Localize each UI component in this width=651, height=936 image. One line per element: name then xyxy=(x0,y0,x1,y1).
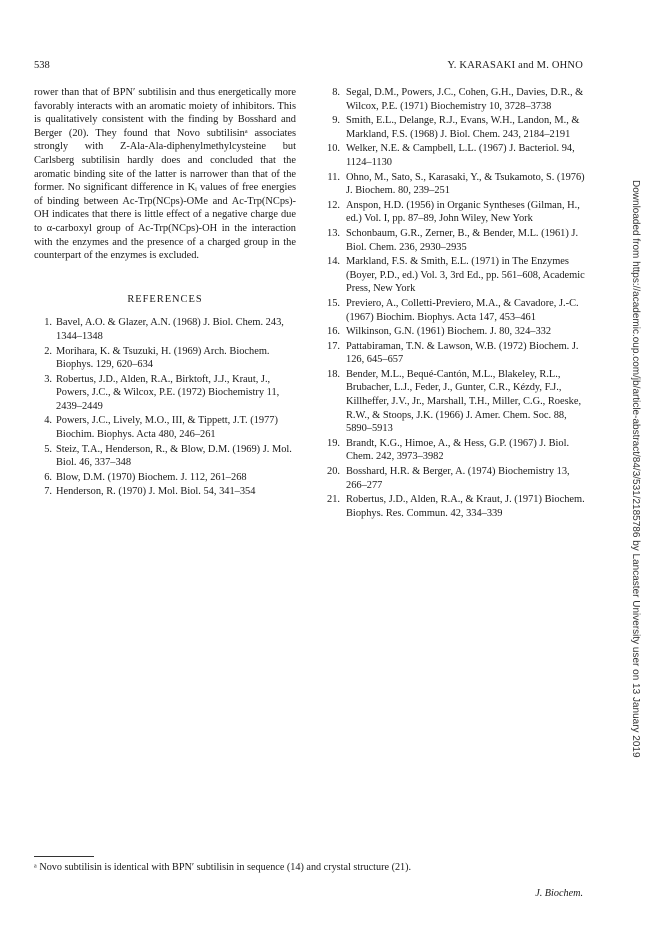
references-list-left xyxy=(34,316,296,499)
reference-item xyxy=(320,493,592,520)
reference-item xyxy=(320,465,592,492)
reference-item xyxy=(320,86,592,113)
reference-number: 19. xyxy=(327,437,340,449)
reference-text: Smith, E.L., Delange, R.J., Evans, W.H., Landon, M., & Markland, F.S. (1968) J. Biol. Chem. 243, 2184–2191 xyxy=(346,115,580,140)
footnote-rule xyxy=(34,856,94,857)
reference-number: 12. xyxy=(327,199,340,211)
reference-text: Segal, D.M., Powers, J.C., Cohen, G.H., Davies, D.R., & Wilcox, P.E. (1971) Biochemistry 10, 3728–3738 xyxy=(346,87,584,112)
reference-text: Markland, F.S. & Smith, E.L. (1971) in The Enzymes (Boyer, P.D., ed.) Vol. 3, 3rd Ed., pp. 561–608, Academic Press, New York xyxy=(346,256,585,295)
reference-number: 18. xyxy=(327,368,340,380)
left-column xyxy=(34,86,296,500)
reference-text: Anspon, H.D. (1956) in Organic Syntheses (Gilman, H., ed.) Vol. I, pp. 87–89, John Wiley, New York xyxy=(346,199,580,225)
right-column xyxy=(320,86,592,521)
reference-number: 5. xyxy=(44,443,52,455)
reference-item xyxy=(34,345,296,372)
reference-number: 4. xyxy=(44,415,52,427)
journal-footer: J. Biochem. xyxy=(535,888,583,899)
reference-item xyxy=(320,297,592,324)
reference-number: 11. xyxy=(327,171,340,183)
running-head: Y. KARASAKI and M. OHNO xyxy=(447,60,583,71)
reference-text: Blow, D.M. (1970) Biochem. J. 112, 261–268 xyxy=(56,471,247,483)
reference-text: Schonbaum, G.R., Zerner, B., & Bender, M.L. (1961) J. Biol. Chem. 236, 2930–2935 xyxy=(346,227,579,253)
reference-number: 20. xyxy=(327,466,340,478)
reference-number: 13. xyxy=(327,227,340,239)
reference-text: Morihara, K. & Tsuzuki, H. (1969) Arch. Biochem. Biophys. 129, 620–634 xyxy=(56,345,270,371)
reference-number: 21. xyxy=(327,494,340,506)
reference-item xyxy=(320,199,592,226)
reference-item xyxy=(320,325,592,339)
reference-item xyxy=(320,340,592,367)
reference-item xyxy=(320,368,592,436)
references-list-right xyxy=(320,86,592,520)
reference-text: Bavel, A.O. & Glazer, A.N. (1968) J. Biol. Chem. 243, 1344–1348 xyxy=(56,317,284,342)
reference-number: 7. xyxy=(44,486,52,498)
reference-number: 15. xyxy=(327,297,340,309)
reference-text: Robertus, J.D., Alden, R.A., Birktoft, J.J., Kraut, J., Powers, J.C., & Wilcox, P.E. (1972) Biochemistry 11, 2439–2449 xyxy=(56,373,280,412)
reference-item xyxy=(34,471,296,485)
references-heading: REFERENCES xyxy=(127,293,203,305)
reference-number: 14. xyxy=(327,256,340,268)
reference-item xyxy=(34,443,296,470)
reference-item xyxy=(34,414,296,441)
reference-text: Brandt, K.G., Himoe, A., & Hess, G.P. (1967) J. Biol. Chem. 242, 3973–3982 xyxy=(346,437,570,463)
reference-number: 8. xyxy=(332,87,340,98)
reference-item xyxy=(320,255,592,296)
reference-text: Ohno, M., Sato, S., Karasaki, Y., & Tsukamoto, S. (1976) J. Biochem. 80, 239–251 xyxy=(346,171,585,197)
reference-text: Pattabiraman, T.N. & Lawson, W.B. (1972) Biochem. J. 126, 645–657 xyxy=(346,340,579,366)
reference-text: Bosshard, H.R. & Berger, A. (1974) Biochemistry 13, 266–277 xyxy=(346,466,570,491)
reference-text: Steiz, T.A., Henderson, R., & Blow, D.M. (1969) J. Mol. Biol. 46, 337–348 xyxy=(56,443,292,469)
reference-text: Previero, A., Colletti-Previero, M.A., & Cavadore, J.-C. (1967) Biochim. Biophys. Acta 147, 453–461 xyxy=(346,297,579,323)
reference-number: 9. xyxy=(332,115,340,127)
reference-text: Wilkinson, G.N. (1961) Biochem. J. 80, 324–332 xyxy=(346,326,552,338)
reference-number: 2. xyxy=(44,345,52,357)
reference-item xyxy=(320,114,592,141)
page-number: 538 xyxy=(34,60,50,71)
reference-item xyxy=(34,316,296,343)
reference-item xyxy=(320,142,592,169)
reference-number: 16. xyxy=(327,326,340,338)
reference-number: 10. xyxy=(327,143,340,155)
reference-item xyxy=(320,437,592,464)
reference-item xyxy=(320,227,592,254)
download-side-note[interactable]: Downloaded from https://academic.oup.com/jb/article-abstract/84/3/531/2185786 by Lancaster University user on 13 January 2019 xyxy=(630,180,641,758)
reference-item xyxy=(320,171,592,198)
reference-text: Powers, J.C., Lively, M.O., III, & Tippett, J.T. (1977) Biochim. Biophys. Acta 480, 246–261 xyxy=(56,415,278,441)
reference-text: Welker, N.E. & Campbell, L.L. (1967) J. Bacteriol. 94, 1124–1130 xyxy=(346,143,575,168)
reference-number: 3. xyxy=(44,373,52,385)
reference-item xyxy=(34,373,296,414)
reference-item xyxy=(34,485,296,499)
reference-number: 17. xyxy=(327,340,340,352)
reference-number: 6. xyxy=(44,471,52,483)
reference-text: Robertus, J.D., Alden, R.A., & Kraut, J. (1971) Biochem. Biophys. Res. Commun. 42, 334–339 xyxy=(346,494,585,519)
reference-number: 1. xyxy=(44,317,52,329)
reference-text: Bender, M.L., Bequé-Cantón, M.L., Blakeley, R.L., Brubacher, L.J., Feder, J., Gunter, C.R., Kézdy, F.J., Killheffer, J.V., Jr., Marshall, T.H., Miller, C.G., Roeske, R.W., & Stoops, J.K. (1966) J. Amer. Chem. Soc. 88, 5890–5913 xyxy=(346,368,582,435)
footnote: ᵃ Novo subtilisin is identical with BPN′ subtilisin in sequence (14) and crystal structure (21). xyxy=(34,862,412,873)
reference-text: Henderson, R. (1970) J. Mol. Biol. 54, 341–354 xyxy=(56,486,256,498)
body-paragraph: rower than that of BPN′ subtilisin and thus energetically more favorably interacts with an aromatic moiety of inhibitors. This is qualitatively consistent with the finding by Bosshard and Berger (20). They found that Novo subtilisinᵃ associates strongly with Z-Ala-Ala-diphenylmethylcysteine but Carlsberg subtilisin hardly does and concluded that the aromatic binding site of the latter is narrower than that of the former. No significant difference in Kᵢ values of free energies of binding between Ac-Trp(NCps)-OMe and Ac-Trp(NCps)-OH indicates that there is little effect of a negative charge due to α-carboxyl group of Ac-Trp(NCps)-OH in the interaction with the enzymes and the presence of a charged group in the counterpart of the enzymes is excluded. xyxy=(34,87,296,262)
